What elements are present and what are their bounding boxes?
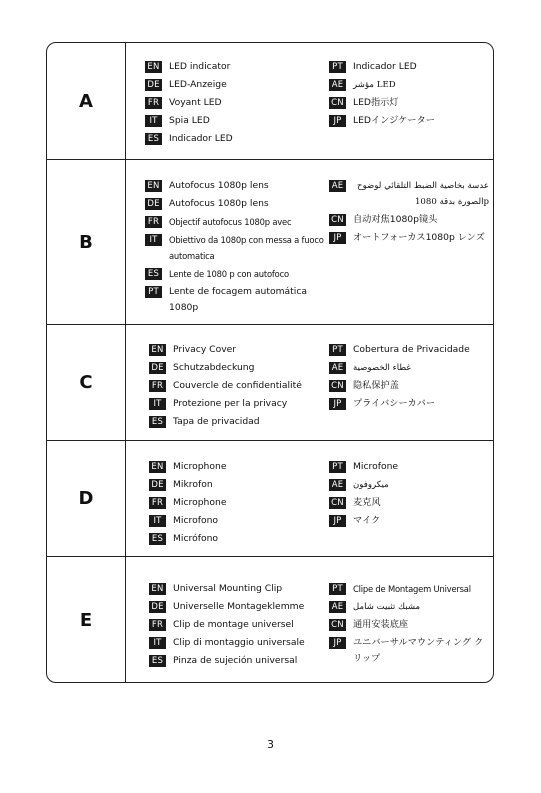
translations-left — [149, 342, 329, 432]
translation-text: Lente de focagem automática 1080p — [169, 286, 307, 313]
language-code: JP — [329, 398, 346, 410]
translation-text: Microphone — [173, 497, 227, 508]
translation-entry — [145, 131, 325, 147]
language-code: ES — [145, 133, 162, 145]
language-code: AE — [329, 479, 346, 491]
language-code: AE — [329, 601, 346, 613]
language-code: IT — [145, 115, 162, 127]
translation-entry — [145, 196, 325, 212]
language-code: PT — [329, 61, 346, 73]
translation-entry — [329, 77, 489, 93]
language-code: AE — [329, 180, 346, 192]
language-code: PT — [329, 461, 346, 473]
language-code: IT — [149, 398, 166, 410]
translation-entry — [145, 284, 325, 316]
translation-text: Obiettivo da 1080p con messa a fuoco automatica — [169, 235, 324, 261]
letter-cell — [47, 441, 126, 556]
part-letter: C — [79, 372, 93, 393]
translations-left — [145, 178, 325, 318]
letter-cell — [47, 325, 126, 440]
language-code: FR — [145, 216, 162, 228]
translation-text: 隐私保护盖 — [353, 380, 399, 391]
translation-text: Autofocus 1080p lens — [169, 198, 269, 209]
language-code: ES — [145, 268, 162, 280]
translation-entry — [329, 378, 489, 394]
translation-text: Schutzabdeckung — [173, 362, 255, 373]
page-number: 3 — [267, 738, 274, 751]
language-code: FR — [149, 619, 166, 631]
translation-text: Micrófono — [173, 533, 219, 544]
parts-legend-table — [46, 42, 494, 683]
translation-text: Tapa de privacidad — [173, 416, 260, 427]
part-letter: B — [79, 231, 93, 253]
language-code: DE — [149, 362, 166, 374]
translation-entry — [145, 113, 325, 129]
language-code: EN — [145, 61, 162, 73]
letter-cell — [47, 160, 126, 324]
translation-text: Objectif autofocus 1080p avec — [169, 217, 292, 227]
translation-entry — [329, 360, 489, 376]
translation-entry — [145, 77, 325, 93]
translations-left — [149, 581, 329, 671]
language-code: EN — [145, 180, 162, 192]
translation-text: Protezione per la privacy — [173, 398, 288, 409]
translation-text: مشبك تثبيت شامل — [353, 602, 421, 612]
translation-entry — [149, 360, 329, 376]
letter-cell — [47, 43, 126, 159]
language-code: EN — [149, 461, 166, 473]
translation-entry — [145, 232, 325, 264]
translations-right — [329, 581, 491, 669]
translation-entry — [149, 599, 329, 615]
translation-entry — [329, 230, 489, 246]
translation-text: マイク — [353, 515, 381, 526]
translation-entry — [149, 635, 329, 651]
language-code: DE — [149, 601, 166, 613]
translation-entry — [145, 266, 325, 282]
translation-text: Lente de 1080 p con autofoco — [169, 269, 289, 279]
legend-row-a — [47, 43, 493, 160]
translation-entry — [329, 495, 489, 511]
translation-text: Pinza de sujeción universal — [173, 655, 298, 666]
translation-text: Mikrofon — [173, 479, 213, 490]
translation-entry — [329, 513, 489, 529]
translations-right — [329, 459, 489, 531]
language-code: JP — [329, 637, 346, 649]
language-code: JP — [329, 232, 346, 244]
language-code: DE — [145, 79, 162, 91]
legend-row-b — [47, 160, 493, 325]
translation-entry — [149, 653, 329, 669]
translation-entry — [149, 581, 329, 597]
translation-text: Microfone — [353, 461, 399, 472]
part-letter: D — [78, 488, 94, 509]
translation-text: Clip de montage universel — [173, 619, 294, 630]
translation-text: Universelle Montageklemme — [173, 601, 305, 612]
translation-entry — [329, 581, 491, 597]
translation-text: ميكروفون — [353, 480, 389, 490]
translation-text: プライバシーカバー — [353, 398, 436, 409]
translations-right — [329, 178, 489, 248]
translation-text: Clip di montaggio universale — [173, 637, 305, 648]
translation-text: LED指示灯 — [353, 97, 399, 108]
part-letter: E — [79, 610, 93, 631]
translation-entry — [149, 531, 329, 547]
translation-entry — [329, 212, 489, 228]
legend-row-d — [47, 441, 493, 557]
translation-text: ユニバーサルマウンティング クリップ — [353, 637, 484, 664]
language-code: PT — [329, 344, 346, 356]
language-code: CN — [329, 380, 346, 392]
language-code: EN — [149, 583, 166, 595]
language-code: CN — [329, 97, 346, 109]
translation-entry — [149, 342, 329, 358]
language-code: JP — [329, 515, 346, 527]
language-code: ES — [149, 533, 166, 545]
language-code: PT — [329, 583, 346, 595]
legend-row-c — [47, 325, 493, 441]
language-code: FR — [149, 380, 166, 392]
translation-entry — [329, 459, 489, 475]
language-code: AE — [329, 79, 346, 91]
translation-entry — [149, 495, 329, 511]
translation-entry — [329, 342, 489, 358]
translation-text: Microphone — [173, 461, 227, 472]
letter-cell — [47, 557, 126, 683]
translation-entry — [149, 414, 329, 430]
translation-entry — [145, 95, 325, 111]
translation-text: Universal Mounting Clip — [173, 583, 283, 594]
translation-text: LED indicator — [169, 61, 231, 72]
translation-text: Microfono — [173, 515, 219, 526]
language-code: ES — [149, 655, 166, 667]
translation-entry — [329, 95, 489, 111]
translation-text: 通用安装底座 — [353, 619, 409, 630]
translation-text: Voyant LED — [169, 97, 222, 108]
translation-entry — [329, 178, 489, 210]
translation-text: LEDインジケーター — [353, 115, 435, 126]
translation-entry — [149, 396, 329, 412]
language-code: FR — [149, 497, 166, 509]
translation-text: Clipe de Montagem Universal — [353, 584, 471, 594]
translation-entry — [329, 59, 489, 75]
language-code: IT — [149, 637, 166, 649]
translation-entry — [149, 617, 329, 633]
translation-entry — [329, 617, 491, 633]
language-code: CN — [329, 497, 346, 509]
language-code: FR — [145, 97, 162, 109]
language-code: ES — [149, 416, 166, 428]
translations-right — [329, 59, 489, 131]
language-code: IT — [145, 234, 162, 246]
legend-row-e — [47, 557, 493, 683]
translation-text: LED-Anzeige — [169, 79, 227, 90]
language-code: IT — [149, 515, 166, 527]
translation-entry — [329, 599, 491, 615]
translation-entry — [149, 513, 329, 529]
translation-entry — [149, 378, 329, 394]
translation-entry — [329, 396, 489, 412]
translation-text: مؤشر LED — [353, 80, 396, 90]
language-code: PT — [145, 286, 162, 298]
translations-left — [145, 59, 325, 149]
part-letter: A — [79, 90, 93, 112]
translation-entry — [145, 214, 325, 230]
translation-text: Indicador LED — [169, 133, 233, 144]
language-code: JP — [329, 115, 346, 127]
language-code: EN — [149, 344, 166, 356]
translation-entry — [329, 635, 491, 667]
translations-left — [149, 459, 329, 549]
translation-text: 自动对焦1080p镜头 — [353, 214, 438, 225]
translation-text: Indicador LED — [353, 61, 417, 72]
translation-text: 麦克风 — [353, 497, 381, 508]
translation-text: غطاء الخصوصية — [353, 363, 411, 373]
translation-entry — [145, 178, 325, 194]
translation-text: オートフォーカス1080p レンズ — [353, 232, 485, 243]
translation-text: Spia LED — [169, 115, 210, 126]
translations-right — [329, 342, 489, 414]
translation-text: Couvercle de confidentialité — [173, 380, 302, 391]
translation-entry — [149, 459, 329, 475]
translation-entry — [329, 113, 489, 129]
translation-text: Privacy Cover — [173, 344, 237, 355]
translation-text: Cobertura de Privacidade — [353, 344, 470, 355]
translation-entry — [145, 59, 325, 75]
translation-text: عدسة بخاصية الضبط التلقائي لوضوح الصورة بدقة 1080p — [357, 181, 489, 207]
language-code: AE — [329, 362, 346, 374]
language-code: CN — [329, 619, 346, 631]
translation-text: Autofocus 1080p lens — [169, 180, 269, 191]
translation-entry — [149, 477, 329, 493]
language-code: DE — [149, 479, 166, 491]
language-code: CN — [329, 214, 346, 226]
translation-entry — [329, 477, 489, 493]
language-code: DE — [145, 198, 162, 210]
